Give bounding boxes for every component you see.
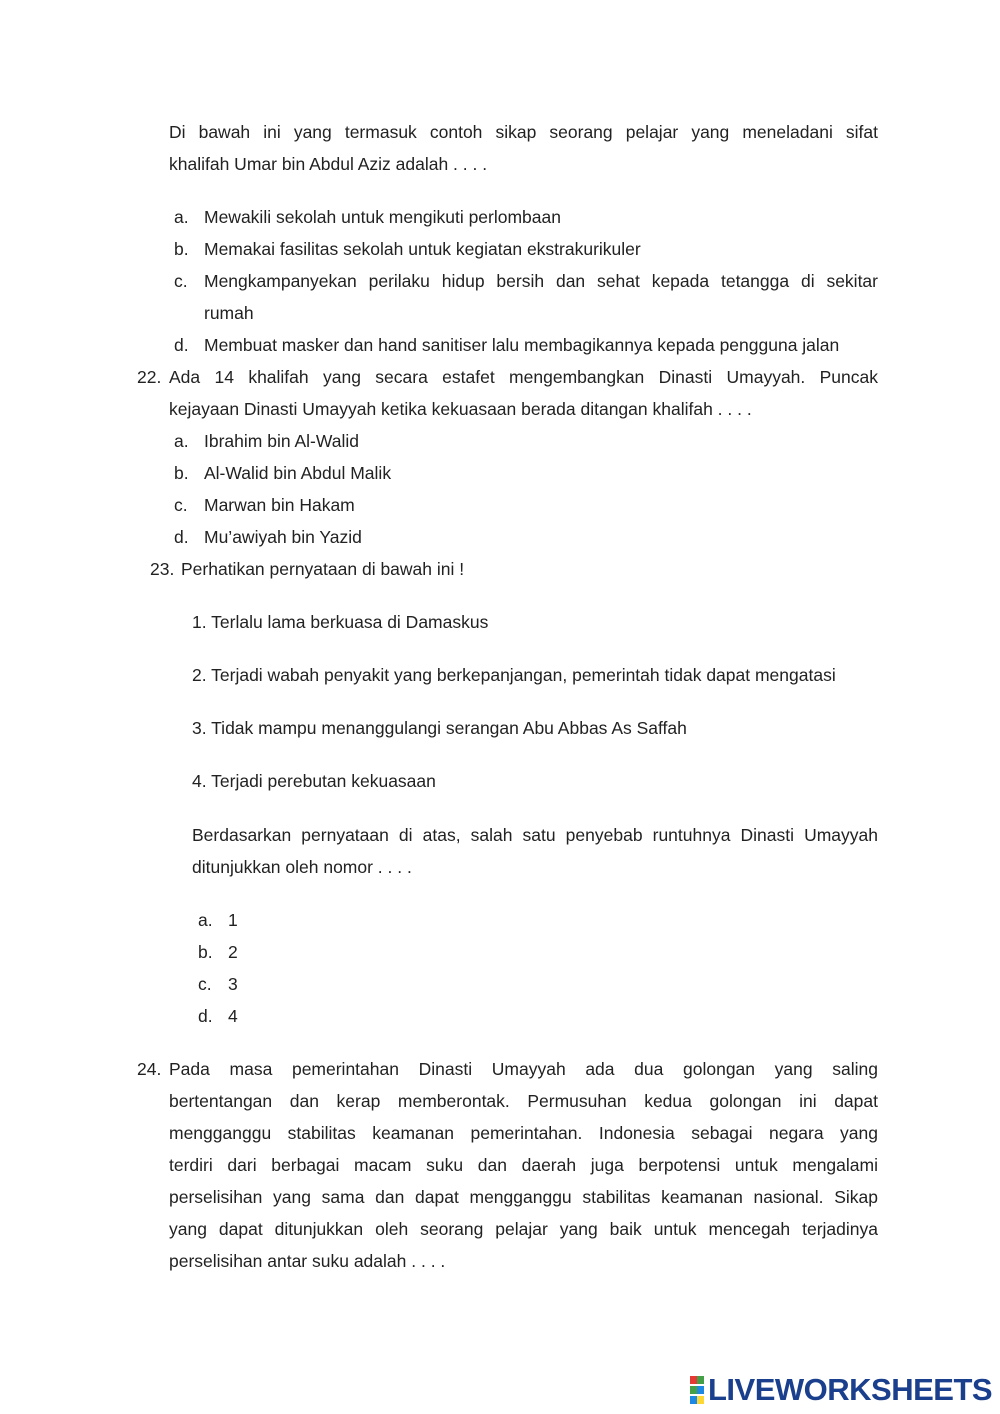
option-c-continued: rumah — [204, 303, 254, 323]
option-letter: d. — [174, 335, 189, 355]
question-line: Berdasarkan pernyataan di atas, salah satu penyebab runtuhnya Dinasti Umayyah — [192, 825, 878, 845]
option-letter: d. — [198, 1006, 213, 1026]
question-line: Pada masa pemerintahan Dinasti Umayyah ada dua golongan yang saling — [169, 1059, 878, 1079]
option-letter: b. — [174, 239, 189, 259]
option-b: 2 — [228, 942, 238, 962]
option-c: Mengkampanyekan perilaku hidup bersih dan sehat kepada tetangga di sekitar — [204, 271, 878, 291]
statement-2: 2. Terjadi wabah penyakit yang berkepanjangan, pemerintah tidak dapat mengatasi — [192, 665, 836, 685]
question-line: mengganggu stabilitas keamanan pemerintahan. Indonesia sebagai negara yang — [169, 1123, 878, 1143]
question-line: khalifah Umar bin Abdul Aziz adalah . . . . — [169, 154, 488, 174]
option-letter: a. — [198, 910, 213, 930]
statement-4: 4. Terjadi perebutan kekuasaan — [192, 771, 436, 791]
option-c: Marwan bin Hakam — [204, 495, 355, 515]
option-a: 1 — [228, 910, 238, 930]
logo-text: LIVEWORKSHEETS — [708, 1372, 993, 1407]
logo-mark-icon — [690, 1376, 704, 1404]
question-prompt: Perhatikan pernyataan di bawah ini ! — [181, 559, 465, 579]
question-line: ditunjukkan oleh nomor . . . . — [192, 857, 412, 877]
option-b: Memakai fasilitas sekolah untuk kegiatan ekstrakurikuler — [204, 239, 641, 259]
option-b: Al-Walid bin Abdul Malik — [204, 463, 392, 483]
liveworksheets-logo — [690, 1372, 992, 1408]
option-letter: a. — [174, 431, 189, 451]
question-number: 22. — [137, 367, 162, 387]
option-a: Ibrahim bin Al-Walid — [204, 431, 359, 451]
option-letter: c. — [174, 495, 188, 515]
option-letter: b. — [174, 463, 189, 483]
question-line: perselisihan yang sama dan dapat mengganggu stabilitas keamanan nasional. Sikap — [169, 1187, 878, 1207]
option-c: 3 — [228, 974, 238, 994]
option-letter: c. — [174, 271, 188, 291]
option-letter: b. — [198, 942, 213, 962]
option-d: 4 — [228, 1006, 238, 1026]
statement-3: 3. Tidak mampu menanggulangi serangan Abu Abbas As Saffah — [192, 718, 687, 738]
logo-block-icon — [690, 1376, 704, 1384]
option-d: Mu’awiyah bin Yazid — [204, 527, 362, 547]
question-line: yang dapat ditunjukkan oleh seorang pelajar yang baik untuk mencegah terjadinya — [169, 1219, 878, 1239]
option-letter: c. — [198, 974, 212, 994]
question-line: kejayaan Dinasti Umayyah ketika kekuasaan berada ditangan khalifah . . . . — [169, 399, 752, 419]
question-number: 24. — [137, 1059, 162, 1079]
question-line: bertentangan dan kerap memberontak. Permusuhan kedua golongan ini dapat — [169, 1091, 878, 1111]
statement-1: 1. Terlalu lama berkuasa di Damaskus — [192, 612, 489, 632]
question-line: terdiri dari berbagai macam suku dan daerah juga berpotensi untuk mengalami — [169, 1155, 878, 1175]
option-letter: a. — [174, 207, 189, 227]
option-a: Mewakili sekolah untuk mengikuti perlombaan — [204, 207, 561, 227]
option-d: Membuat masker dan hand sanitiser lalu membagikannya kepada pengguna jalan — [204, 335, 840, 355]
question-number: 23. — [150, 559, 175, 579]
question-line: Ada 14 khalifah yang secara estafet mengembangkan Dinasti Umayyah. Puncak — [169, 367, 878, 387]
logo-block-icon — [690, 1386, 704, 1394]
question-line: Di bawah ini yang termasuk contoh sikap seorang pelajar yang meneladani sifat — [169, 122, 878, 142]
option-letter: d. — [174, 527, 189, 547]
logo-block-icon — [690, 1396, 704, 1404]
question-line: perselisihan antar suku adalah . . . . — [169, 1251, 446, 1271]
